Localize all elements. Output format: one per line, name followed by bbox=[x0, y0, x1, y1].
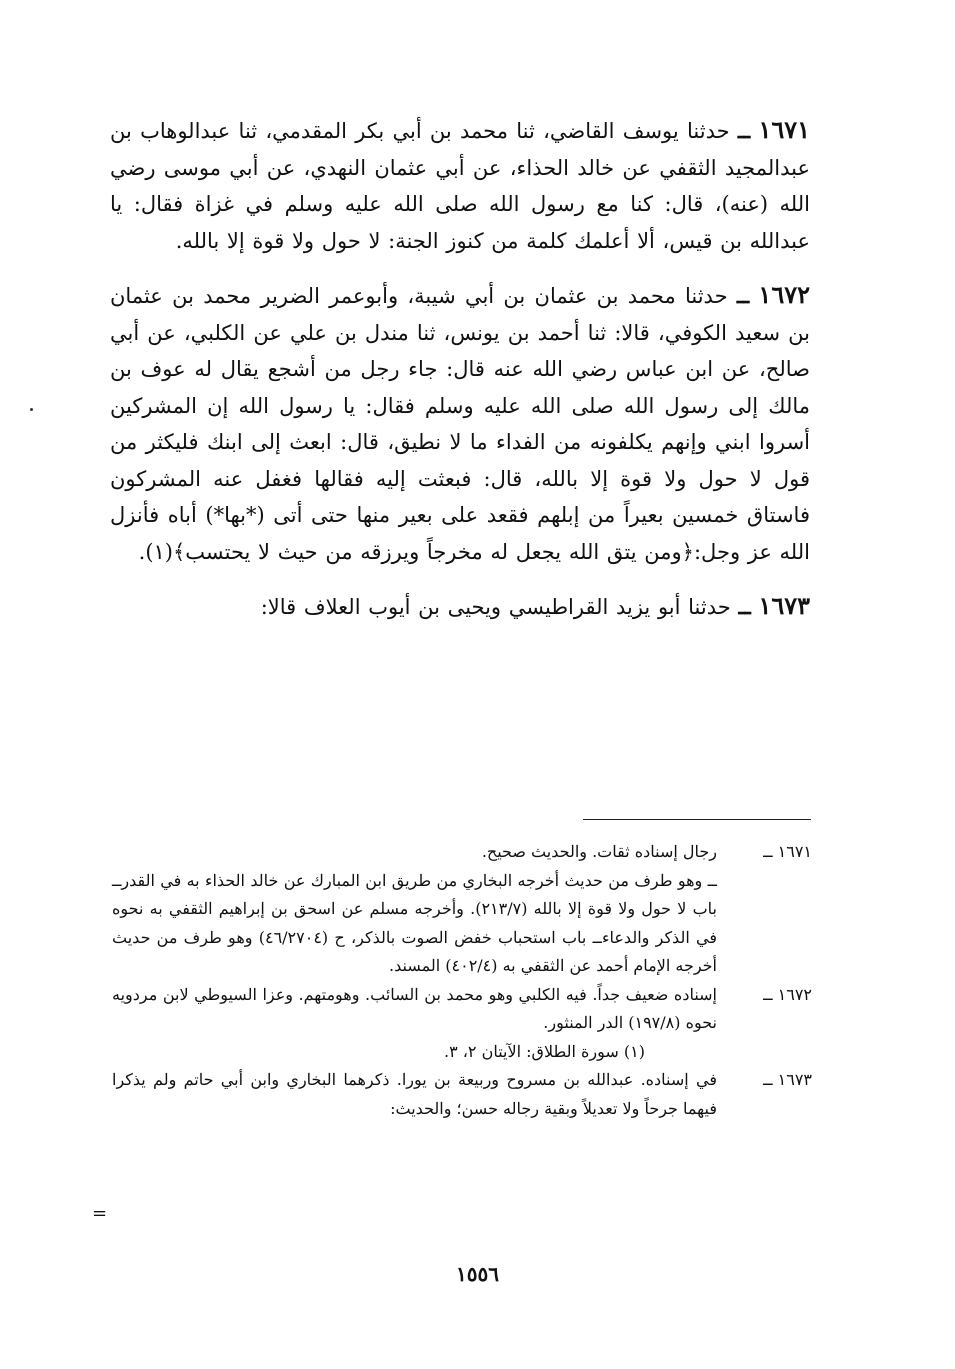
page-number: ١٥٥٦ bbox=[456, 1262, 499, 1286]
hadith-dash: ــ bbox=[736, 283, 750, 308]
hadith-text: حدثنا يوسف القاضي، ثنا محمد بن أبي بكر المقدمي، ثنا عبدالوهاب بن عبدالمجيد الثقفي عن خالد الحذاء، عن أبي عثمان النهدي، عن أبي موسى رضي الله (عنه)، قال: كنا مع رسول الله صلى الله عليه وسلم في غزاة فقال: يا عبدالله بن قيس، ألا أعلمك كلمة من كنوز الجنة: لا حول ولا قوة إلا بالله. bbox=[110, 119, 810, 253]
note-text: (١) سورة الطلاق: الآيتان ٢، ٣. bbox=[443, 1041, 645, 1061]
main-text bbox=[110, 112, 810, 644]
hadith-1672 bbox=[110, 277, 810, 570]
note-text: في إسناده. عبدالله بن مسروح وربيعة بن يورا. ذكرهما البخاري وابن أبي حاتم ولم يذكرا فيهما جرحاً ولا تعديلاً وبقية رجاله حسن؛ والحديث: bbox=[112, 1070, 717, 1118]
hadith-number: ١٦٧٣ bbox=[758, 591, 810, 620]
hadith-dash: ــ bbox=[738, 594, 751, 619]
hadith-dash: ــ bbox=[737, 118, 751, 143]
note-text: رجال إسناده ثقات. والحديث صحيح. bbox=[481, 842, 717, 861]
hadith-number: ١٦٧١ bbox=[758, 115, 810, 144]
footnotes bbox=[100, 838, 812, 1123]
note-text: ــ وهو طرف من حديث أخرجه البخاري من طريق ابن المبارك عن خالد الحذاء به في القدرــ باب لا حول ولا قوة إلا بالله (٢١٣/٧). وأخرجه مسلم عن اسحق بن إبراهيم الثقفي به نحوه في الذكر والدعاءــ باب استحباب خفض الصوت بالذكر، ح (٤٦/٢٧٠٤) وهو طرف من حديث أخرجه الإمام أحمد عن الثقفي به (٤٠٢/٤) المسند. bbox=[112, 870, 718, 975]
note-1671-continued bbox=[100, 867, 812, 981]
note-key: ١٦٧١ ــ bbox=[763, 842, 812, 861]
note-key bbox=[717, 1038, 812, 1067]
note-1672 bbox=[100, 981, 812, 1038]
hadith-1671 bbox=[110, 112, 810, 259]
note-text: إسناده ضعيف جداً. فيه الكلبي وهو محمد بن السائب. وهومتهم. وعزا السيوطي لابن مردويه نحوه (١٩٧/٨) الدر المنثور. bbox=[112, 984, 717, 1032]
footnote-separator bbox=[583, 819, 811, 820]
footnote-1 bbox=[100, 1038, 812, 1067]
note-1673 bbox=[100, 1066, 812, 1123]
hadith-text: حدثنا محمد بن عثمان بن أبي شيبة، وأبوعمر الضرير محمد بن عثمان بن سعيد الكوفي، قالا: ثنا أحمد بن يونس، ثنا مندل بن علي عن الكلبي، عن أبي صالح، عن ابن عباس رضي الله عنه قال: جاء رجل من أشجع يقال له عوف بن مالك إلى رسول الله صلى الله عليه وسلم فقال: يا رسول الله إن المشركين أسروا ابني وإنهم يكلفونه من الفداء ما لا نطيق، قال: ابعث إلى ابنك فليكثر من قول لا حول ولا قوة إلا بالله، قال: فبعثت إليه فقالها فغفل عنه المشركون فاستاق خمسين بعيراً من إبلهم فقعد على بعير منها حتى أتى (*بها*) أباه فأنزل الله عز وجل:﴿ومن يتق الله يجعل له مخرجاً ويرزقه من حيث لا يحتسب﴾(١). bbox=[110, 284, 810, 564]
hadith-number: ١٦٧٢ bbox=[758, 280, 810, 309]
hadith-text: حدثنا أبو يزيد القراطيسي ويحيى بن أيوب العلاف قالا: bbox=[260, 595, 731, 619]
hadith-1673 bbox=[110, 588, 810, 626]
note-key bbox=[717, 867, 812, 981]
margin-dot bbox=[30, 408, 33, 411]
note-key: ١٦٧٢ ــ bbox=[763, 984, 812, 1004]
note-key: ١٦٧٣ ــ bbox=[763, 1070, 812, 1089]
continuation-mark: = bbox=[92, 1203, 108, 1224]
note-1671 bbox=[100, 838, 812, 867]
